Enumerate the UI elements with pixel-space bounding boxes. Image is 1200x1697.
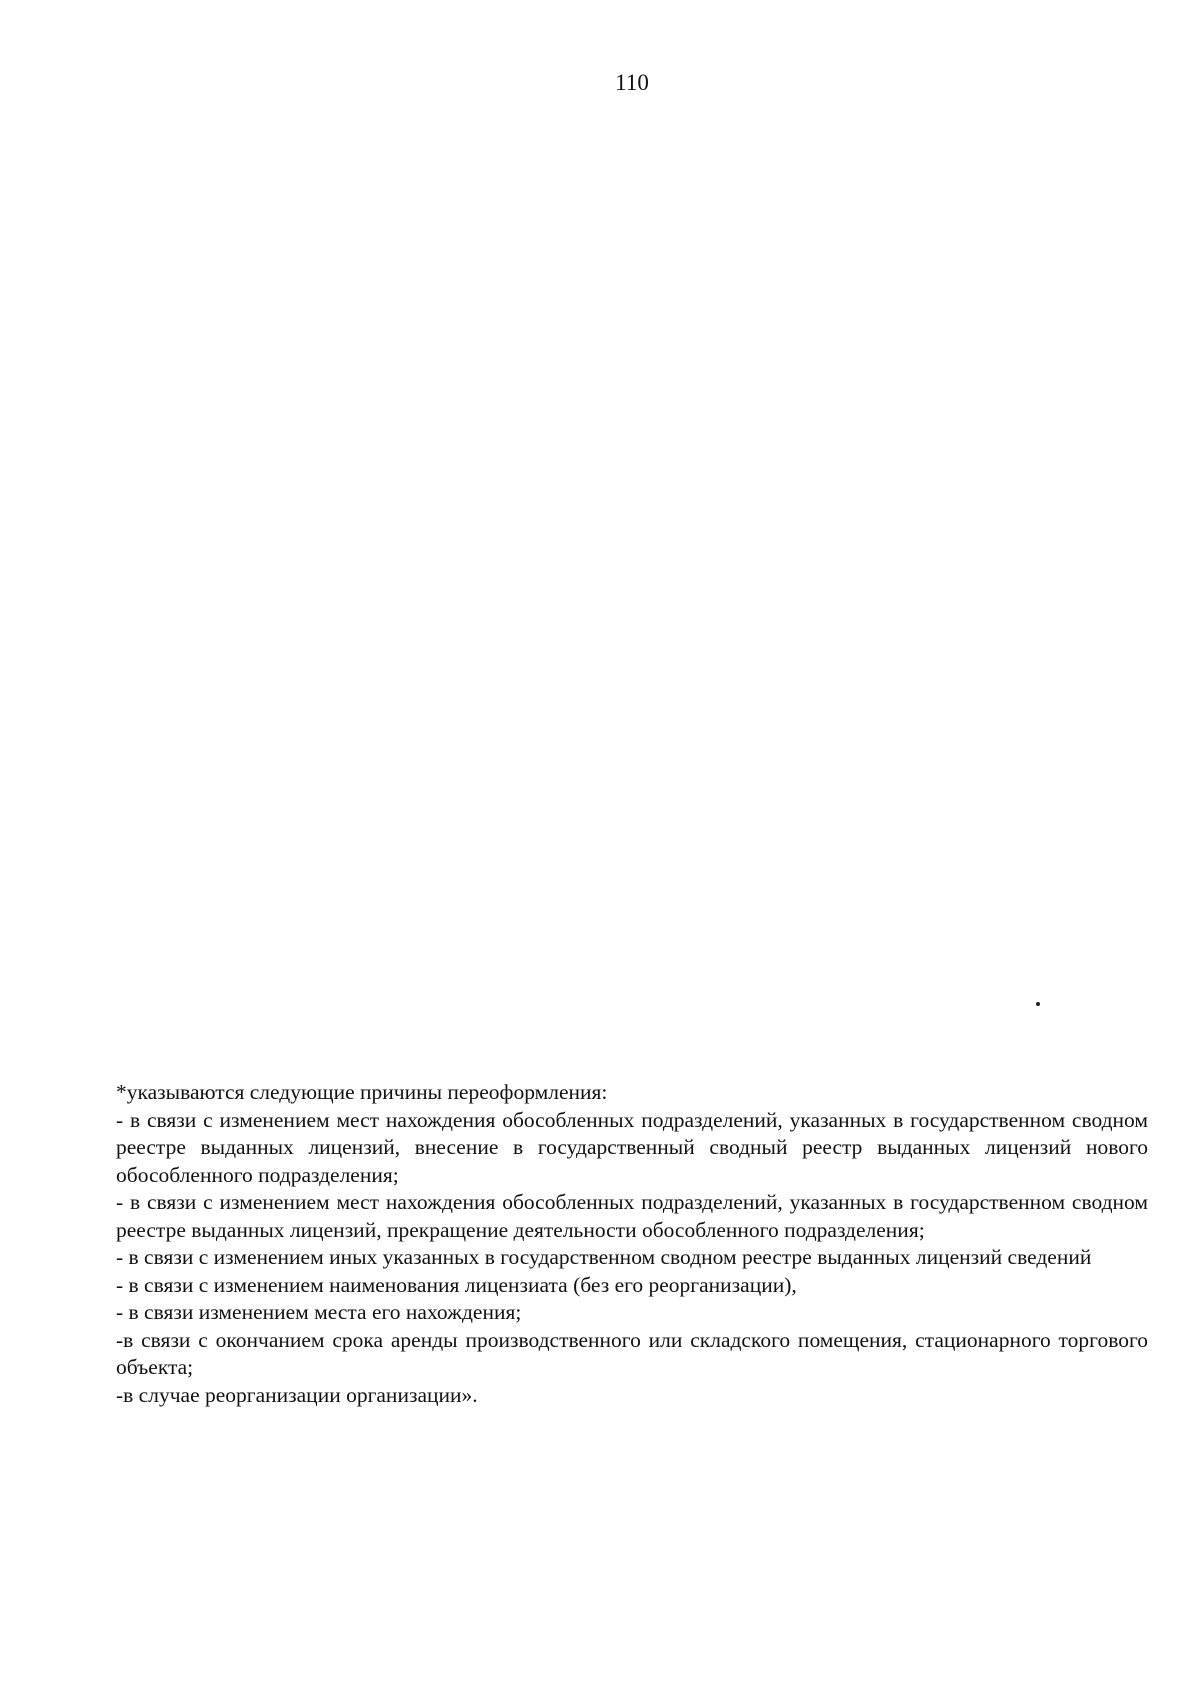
footnote-item: - в связи с изменением мест нахождения обособленных подразделений, указанных в государственном сводном реестре выданных лицензий, внесение в государственный сводный реестр выданных лицензий нового обособленного подразделения; (116, 1107, 1148, 1187)
footnote-item: -в связи с окончанием срока аренды производственного или складского помещения, стационарного торгового объекта; (116, 1327, 1148, 1379)
footnote-item: - в связи с изменением наименования лицензиата (без его реорганизации), (116, 1272, 797, 1297)
stray-mark (1036, 1002, 1040, 1006)
footnote-intro: *указываются следующие причины переоформления: (116, 1080, 608, 1104)
footnote-item: - в связи изменением места его нахождения; (116, 1300, 522, 1324)
footnote (116, 1079, 1148, 1409)
footnote-item: -в случае реорганизации организации». (116, 1382, 478, 1407)
footnote-item: - в связи с изменением мест нахождения обособленных подразделений, указанных в государственном сводном реестре выданных лицензий, прекращение деятельности обособленного подразделения; (116, 1190, 1148, 1242)
page-number: 110 (615, 70, 649, 95)
footnote-item: - в связи с изменением иных указанных в государственном сводном реестре выданных лицензий сведений (116, 1245, 1092, 1269)
